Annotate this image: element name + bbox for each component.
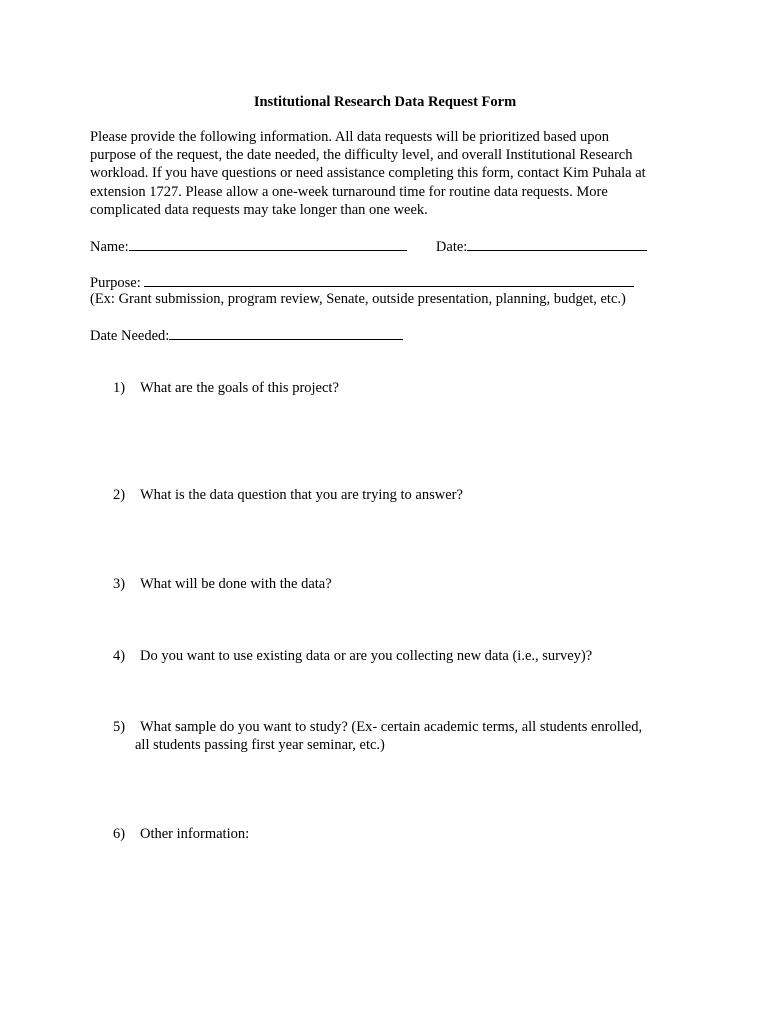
form-title: Institutional Research Data Request Form bbox=[253, 94, 517, 110]
purpose-row bbox=[90, 272, 634, 292]
intro-line: extension 1727. Please allow a one-week turnaround time for routine data requests. More bbox=[90, 183, 608, 200]
date-label: Date: bbox=[435, 239, 468, 255]
question-text: What sample do you want to study? (Ex- certain academic terms, all students enrolled, bbox=[140, 719, 643, 735]
date-needed-label: Date Needed: bbox=[90, 328, 170, 344]
question-number: 3) bbox=[113, 576, 126, 592]
name-date-row bbox=[90, 236, 647, 256]
question-number: 6) bbox=[113, 826, 126, 842]
question-item bbox=[113, 575, 332, 593]
question-text: What will be done with the data? bbox=[140, 576, 332, 592]
question-item bbox=[113, 718, 642, 754]
purpose-label: Purpose: bbox=[90, 275, 145, 291]
question-number: 5) bbox=[113, 719, 126, 735]
question-number: 2) bbox=[113, 487, 126, 503]
question-text: Do you want to use existing data or are you collecting new data (i.e., survey)? bbox=[140, 648, 593, 664]
purpose-field[interactable] bbox=[144, 272, 634, 287]
date-needed-row bbox=[90, 325, 403, 345]
intro-line: Please provide the following information. All data requests will be prioritized based upon bbox=[90, 129, 610, 145]
intro-line: purpose of the request, the date needed, the difficulty level, and overall Institutional Research bbox=[90, 147, 633, 164]
question-number: 4) bbox=[113, 648, 126, 664]
date-needed-field[interactable] bbox=[169, 325, 403, 340]
intro-line: workload. If you have questions or need assistance completing this form, contact Kim Puhala at bbox=[90, 165, 646, 182]
question-number: 1) bbox=[113, 380, 126, 396]
intro-line: complicated data requests may take longer than one week. bbox=[90, 201, 428, 218]
question-text: What is the data question that you are trying to answer? bbox=[140, 487, 463, 503]
question-text-continued: all students passing first year seminar, etc.) bbox=[135, 737, 385, 754]
purpose-example: (Ex: Grant submission, program review, Senate, outside presentation, planning, budget, etc.) bbox=[90, 291, 626, 307]
question-text: Other information: bbox=[140, 826, 250, 842]
question-item bbox=[113, 825, 249, 843]
question-item bbox=[113, 486, 463, 504]
question-text: What are the goals of this project? bbox=[140, 380, 339, 396]
question-item bbox=[113, 379, 339, 397]
name-field[interactable] bbox=[129, 236, 407, 251]
date-field[interactable] bbox=[467, 236, 647, 251]
intro-paragraph bbox=[90, 128, 690, 219]
question-item bbox=[113, 647, 592, 665]
name-label: Name: bbox=[90, 239, 129, 255]
